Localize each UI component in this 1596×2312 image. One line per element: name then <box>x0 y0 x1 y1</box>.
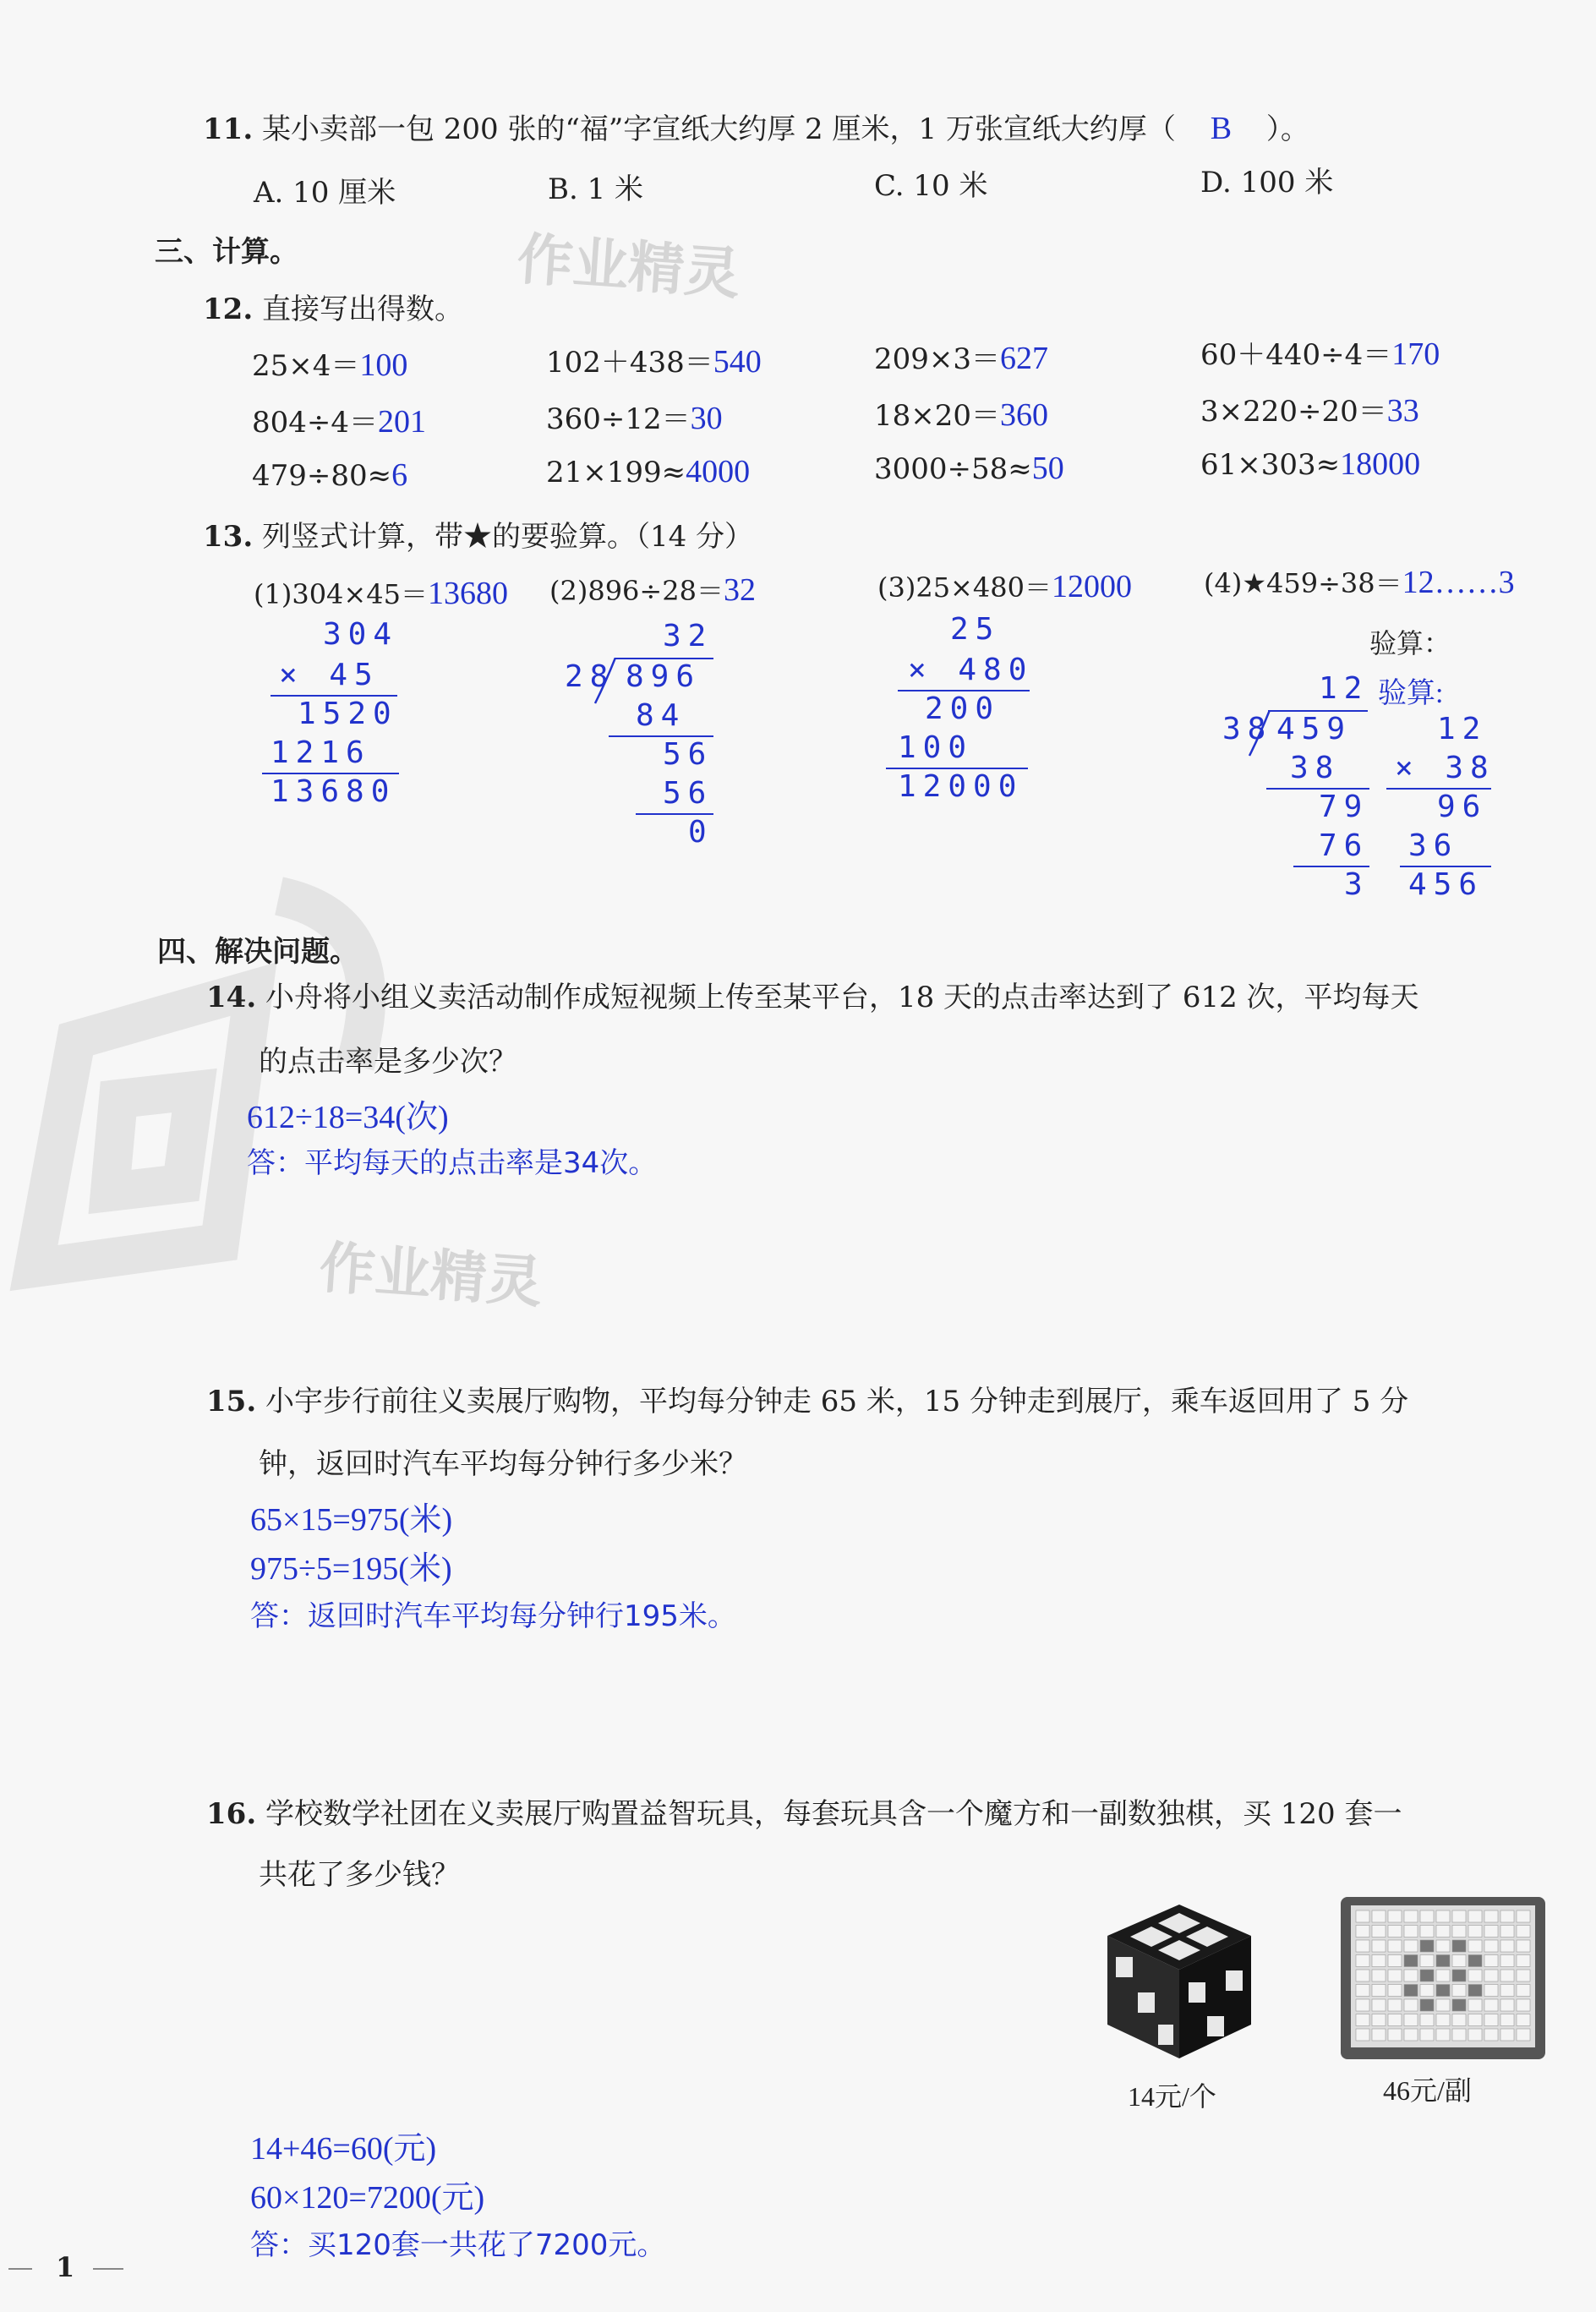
check-label-blue: 验算: <box>1378 678 1444 709</box>
v4check-line: × 38 <box>1395 751 1495 785</box>
question-number: 15. <box>206 1385 257 1418</box>
question-text-line2: 共花了多少钱？ <box>259 1858 460 1892</box>
calc-item: 360÷12＝30 <box>546 401 723 436</box>
watermark-logo <box>0 845 473 1319</box>
answer-line: 65×15=975(米) <box>250 1502 453 1538</box>
calc-item: 18×20＝360 <box>874 397 1049 433</box>
rubiks-cube-icon <box>1099 1898 1260 2067</box>
v2-divisor: 28 <box>565 659 615 694</box>
answer-line: 答：买120套一共花了7200元。 <box>250 2228 666 2262</box>
calc-item: 3000÷58≈50 <box>874 451 1064 486</box>
v3-line: 12000 <box>898 769 1024 804</box>
v2-dividend: 896 <box>626 659 702 694</box>
question-text: 列竖式计算，带★的要验算。（14 分） <box>261 520 754 554</box>
question-16 <box>206 1790 1402 1832</box>
calc-item: 209×3＝627 <box>874 341 1049 376</box>
answer-choice: B <box>1210 111 1233 146</box>
board-price: 46元/副 <box>1383 2075 1472 2106</box>
question-text: 直接写出得数。 <box>261 292 463 326</box>
watermark-top: 作业精灵 <box>515 226 742 308</box>
question-number: 12. <box>203 292 254 326</box>
question-close: ）。 <box>1265 112 1309 146</box>
option-c: C. 10 米 <box>874 169 988 203</box>
v2-step: 84 <box>636 698 686 733</box>
option-d: D. 100 米 <box>1200 166 1334 199</box>
watermark-middle: 作业精灵 <box>317 1234 544 1316</box>
calc-item: 102＋438＝540 <box>546 344 762 380</box>
section-3-heading: 三、计算。 <box>155 235 298 269</box>
answer-line: 60×120=7200(元) <box>250 2180 485 2216</box>
question-13 <box>203 513 753 555</box>
calc-item: 21×199≈4000 <box>546 454 751 489</box>
question-number: 11. <box>203 112 254 146</box>
answer-line: 答：平均每天的点击率是34次。 <box>247 1146 658 1180</box>
question-text-line2: 钟，返回时汽车平均每分钟行多少米？ <box>259 1447 747 1481</box>
calc-item: 804÷4＝201 <box>252 404 427 440</box>
cube-price: 14元/个 <box>1128 2081 1216 2112</box>
section-4-heading: 四、解决问题。 <box>157 935 358 969</box>
vertical-item-2: (2)896÷28＝32 <box>549 572 756 608</box>
question-text: 某小卖部一包 200 张的“福”字宣纸大约厚 2 厘米，1 万张宣纸大约厚（ <box>261 112 1176 146</box>
page-number: 1 <box>56 2251 75 2283</box>
answer-line: 答：返回时汽车平均每分钟行195米。 <box>250 1599 736 1633</box>
question-number: 14. <box>206 981 257 1014</box>
answer-line: 975÷5=195(米) <box>250 1551 452 1587</box>
v4-step: 76 <box>1319 828 1369 863</box>
v1-line: 304 <box>323 617 399 652</box>
question-number: 13. <box>203 520 254 554</box>
v4-quotient: 12 <box>1319 671 1369 706</box>
v2-step: 56 <box>663 737 713 772</box>
v2-quotient: 32 <box>663 619 713 653</box>
calc-item: 3×220÷20＝33 <box>1200 393 1419 429</box>
check-label: 验算： <box>1369 627 1451 659</box>
question-text-line1: 学校数学社团在义卖展厅购置益智玩具，每套玩具含一个魔方和一副数独棋，买 120 套一 <box>265 1797 1402 1831</box>
v1-line: 13680 <box>271 774 396 809</box>
v3-line: × 480 <box>908 653 1034 687</box>
v2-step: 0 <box>688 815 713 850</box>
calc-item: 25×4＝100 <box>252 347 408 383</box>
vertical-item-1: (1)304×45＝13680 <box>254 576 508 611</box>
v4check-line: 96 <box>1437 790 1488 824</box>
v4-dividend: 459 <box>1276 712 1353 746</box>
calc-item: 60＋440÷4＝170 <box>1200 336 1440 372</box>
sudoku-board-icon <box>1337 1894 1549 2063</box>
question-text-line1: 小宇步行前往义卖展厅购物，平均每分钟走 65 米，15 分钟走到展厅，乘车返回用了 5 分 <box>265 1385 1409 1418</box>
question-11 <box>203 106 1309 147</box>
calc-item: 61×303≈18000 <box>1200 446 1421 482</box>
answer-line: 612÷18=34(次) <box>247 1100 449 1135</box>
question-15 <box>206 1378 1408 1419</box>
v4-step: 79 <box>1319 790 1369 824</box>
v4check-line: 12 <box>1437 712 1488 746</box>
v1-line: 1520 <box>298 697 398 731</box>
answer-line: 14+46=60(元) <box>250 2131 437 2167</box>
v4check-line: 36 <box>1408 828 1459 863</box>
vertical-item-4: (4)★459÷38＝12……3 <box>1204 565 1515 600</box>
v1-line: × 45 <box>279 658 380 692</box>
v3-line: 200 <box>925 691 1001 726</box>
v3-line: 25 <box>950 612 1001 647</box>
v1-line: 1216 <box>271 735 371 770</box>
question-text-line2: 的点击率是多少次？ <box>259 1045 517 1079</box>
vertical-item-3: (3)25×480＝12000 <box>877 569 1132 604</box>
v4-step: 3 <box>1344 867 1369 902</box>
question-14 <box>206 974 1419 1015</box>
question-12 <box>203 286 463 327</box>
question-text-line1: 小舟将小组义卖活动制作成短视频上传至某平台，18 天的点击率达到了 612 次，平均每天 <box>265 981 1419 1014</box>
v4-divisor: 38 <box>1222 712 1273 746</box>
option-b: B. 1 米 <box>548 172 644 206</box>
v2-step: 56 <box>663 776 713 811</box>
v3-line: 100 <box>898 730 974 765</box>
option-a: A. 10 厘米 <box>254 176 396 210</box>
v4-step: 38 <box>1290 751 1341 785</box>
v4check-line: 456 <box>1408 867 1484 902</box>
question-number: 16. <box>206 1797 257 1831</box>
calc-item: 479÷80≈6 <box>252 457 408 493</box>
page-footer <box>8 2251 127 2285</box>
